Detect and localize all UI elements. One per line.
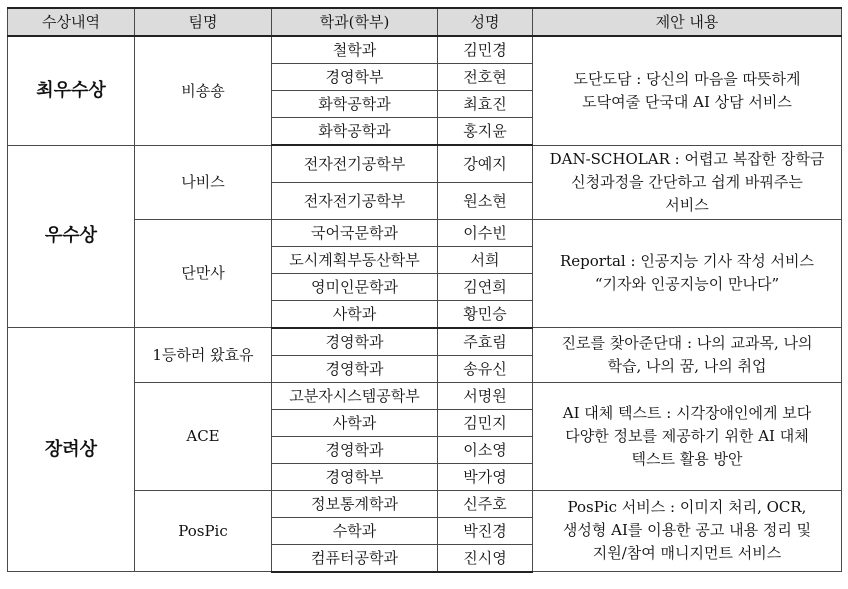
team-cell: ACE	[135, 382, 272, 490]
dept-cell: 경영학과	[272, 328, 438, 356]
proposal-cell	[533, 36, 842, 145]
name-cell: 황민승	[438, 300, 533, 328]
dept-cell: 경영학과	[272, 436, 438, 463]
proposal-line: 생성형 AI를 이용한 공고 내용 정리 및	[562, 521, 812, 540]
proposal-line: PosPic 서비스 : 이미지 처리, OCR,	[567, 498, 807, 517]
dept-cell: 전자전기공학부	[272, 145, 438, 182]
name-cell: 서명원	[438, 382, 533, 409]
dept-cell: 영미인문학과	[272, 273, 438, 300]
table-row	[8, 145, 842, 182]
proposal-line: 지원/참여 매니지먼트 서비스	[592, 544, 782, 563]
dept-cell: 국어국문학과	[272, 219, 438, 246]
team-cell: 단만사	[135, 219, 272, 328]
dept-cell: 정보통계학과	[272, 490, 438, 517]
dept-cell: 고분자시스템공학부	[272, 382, 438, 409]
header-row	[8, 8, 842, 36]
name-cell: 서희	[438, 246, 533, 273]
table-header	[8, 8, 842, 36]
name-cell: 최효진	[438, 91, 533, 118]
dept-cell: 전자전기공학부	[272, 182, 438, 219]
dept-cell: 경영학부	[272, 64, 438, 91]
table-row	[8, 36, 842, 64]
dept-cell: 수학과	[272, 517, 438, 544]
proposal-line: 도단도담 : 당신의 마음을 따뜻하게	[573, 69, 801, 88]
dept-cell: 사학과	[272, 300, 438, 328]
proposal-cell	[533, 328, 842, 383]
team-cell: PosPic	[135, 490, 272, 572]
name-cell: 진시영	[438, 544, 533, 572]
dept-cell: 철학과	[272, 36, 438, 64]
name-cell: 이소영	[438, 436, 533, 463]
proposal-line: DAN-SCHOLAR : 어렵고 복잡한 장학금	[549, 149, 825, 168]
team-cell: 비숑숑	[135, 36, 272, 145]
dept-cell: 화학공학과	[272, 118, 438, 146]
dept-cell: 경영학부	[272, 463, 438, 490]
proposal-line: Reportal : 인공지능 기사 작성 서비스	[559, 252, 815, 271]
name-cell: 원소현	[438, 182, 533, 219]
name-cell: 주효림	[438, 328, 533, 356]
award-cell: 장려상	[8, 328, 135, 572]
header-name: 성명	[438, 8, 533, 36]
header-award: 수상내역	[8, 8, 135, 36]
proposal-line: 다양한 정보를 제공하기 위한 AI 대체	[565, 426, 809, 445]
proposal-cell	[533, 145, 842, 219]
team-cell: 1등하러 왔효유	[135, 328, 272, 383]
name-cell: 전호현	[438, 64, 533, 91]
dept-cell: 도시계획부동산학부	[272, 246, 438, 273]
proposal-cell	[533, 382, 842, 490]
proposal-line: 도닥여줄 단국대 AI 상담 서비스	[582, 92, 792, 111]
table-row	[8, 328, 842, 356]
name-cell: 김민경	[438, 36, 533, 64]
proposal-line: 진로를 찾아준단대 : 나의 교과목, 나의	[561, 333, 813, 352]
team-cell: 나비스	[135, 145, 272, 219]
name-cell: 김민지	[438, 409, 533, 436]
header-team: 팀명	[135, 8, 272, 36]
name-cell: 홍지윤	[438, 118, 533, 146]
proposal-line: 텍스트 활용 방안	[631, 449, 743, 468]
name-cell: 송유신	[438, 355, 533, 382]
dept-cell: 컴퓨터공학과	[272, 544, 438, 572]
table-body	[8, 36, 842, 572]
name-cell: 박진경	[438, 517, 533, 544]
name-cell: 강예지	[438, 145, 533, 182]
name-cell: 김연희	[438, 273, 533, 300]
name-cell: 박가영	[438, 463, 533, 490]
header-dept: 학과(학부)	[272, 8, 438, 36]
name-cell: 이수빈	[438, 219, 533, 246]
proposal-cell	[533, 219, 842, 328]
proposal-line: “기자와 인공지능이 만나다”	[594, 275, 780, 294]
proposal-line: AI 대체 텍스트 : 시각장애인에게 보다	[562, 403, 812, 422]
proposal-cell	[533, 490, 842, 572]
dept-cell: 사학과	[272, 409, 438, 436]
award-cell: 우수상	[8, 145, 135, 328]
dept-cell: 경영학과	[272, 355, 438, 382]
awards-table	[7, 7, 842, 573]
dept-cell: 화학공학과	[272, 91, 438, 118]
proposal-line: 서비스	[665, 195, 709, 214]
name-cell: 신주호	[438, 490, 533, 517]
proposal-line: 학습, 나의 꿈, 나의 취업	[607, 356, 767, 375]
proposal-line: 신청과정을 간단하고 쉽게 바꿔주는	[571, 172, 803, 191]
award-cell: 최우수상	[8, 36, 135, 145]
header-proposal: 제안 내용	[533, 8, 842, 36]
